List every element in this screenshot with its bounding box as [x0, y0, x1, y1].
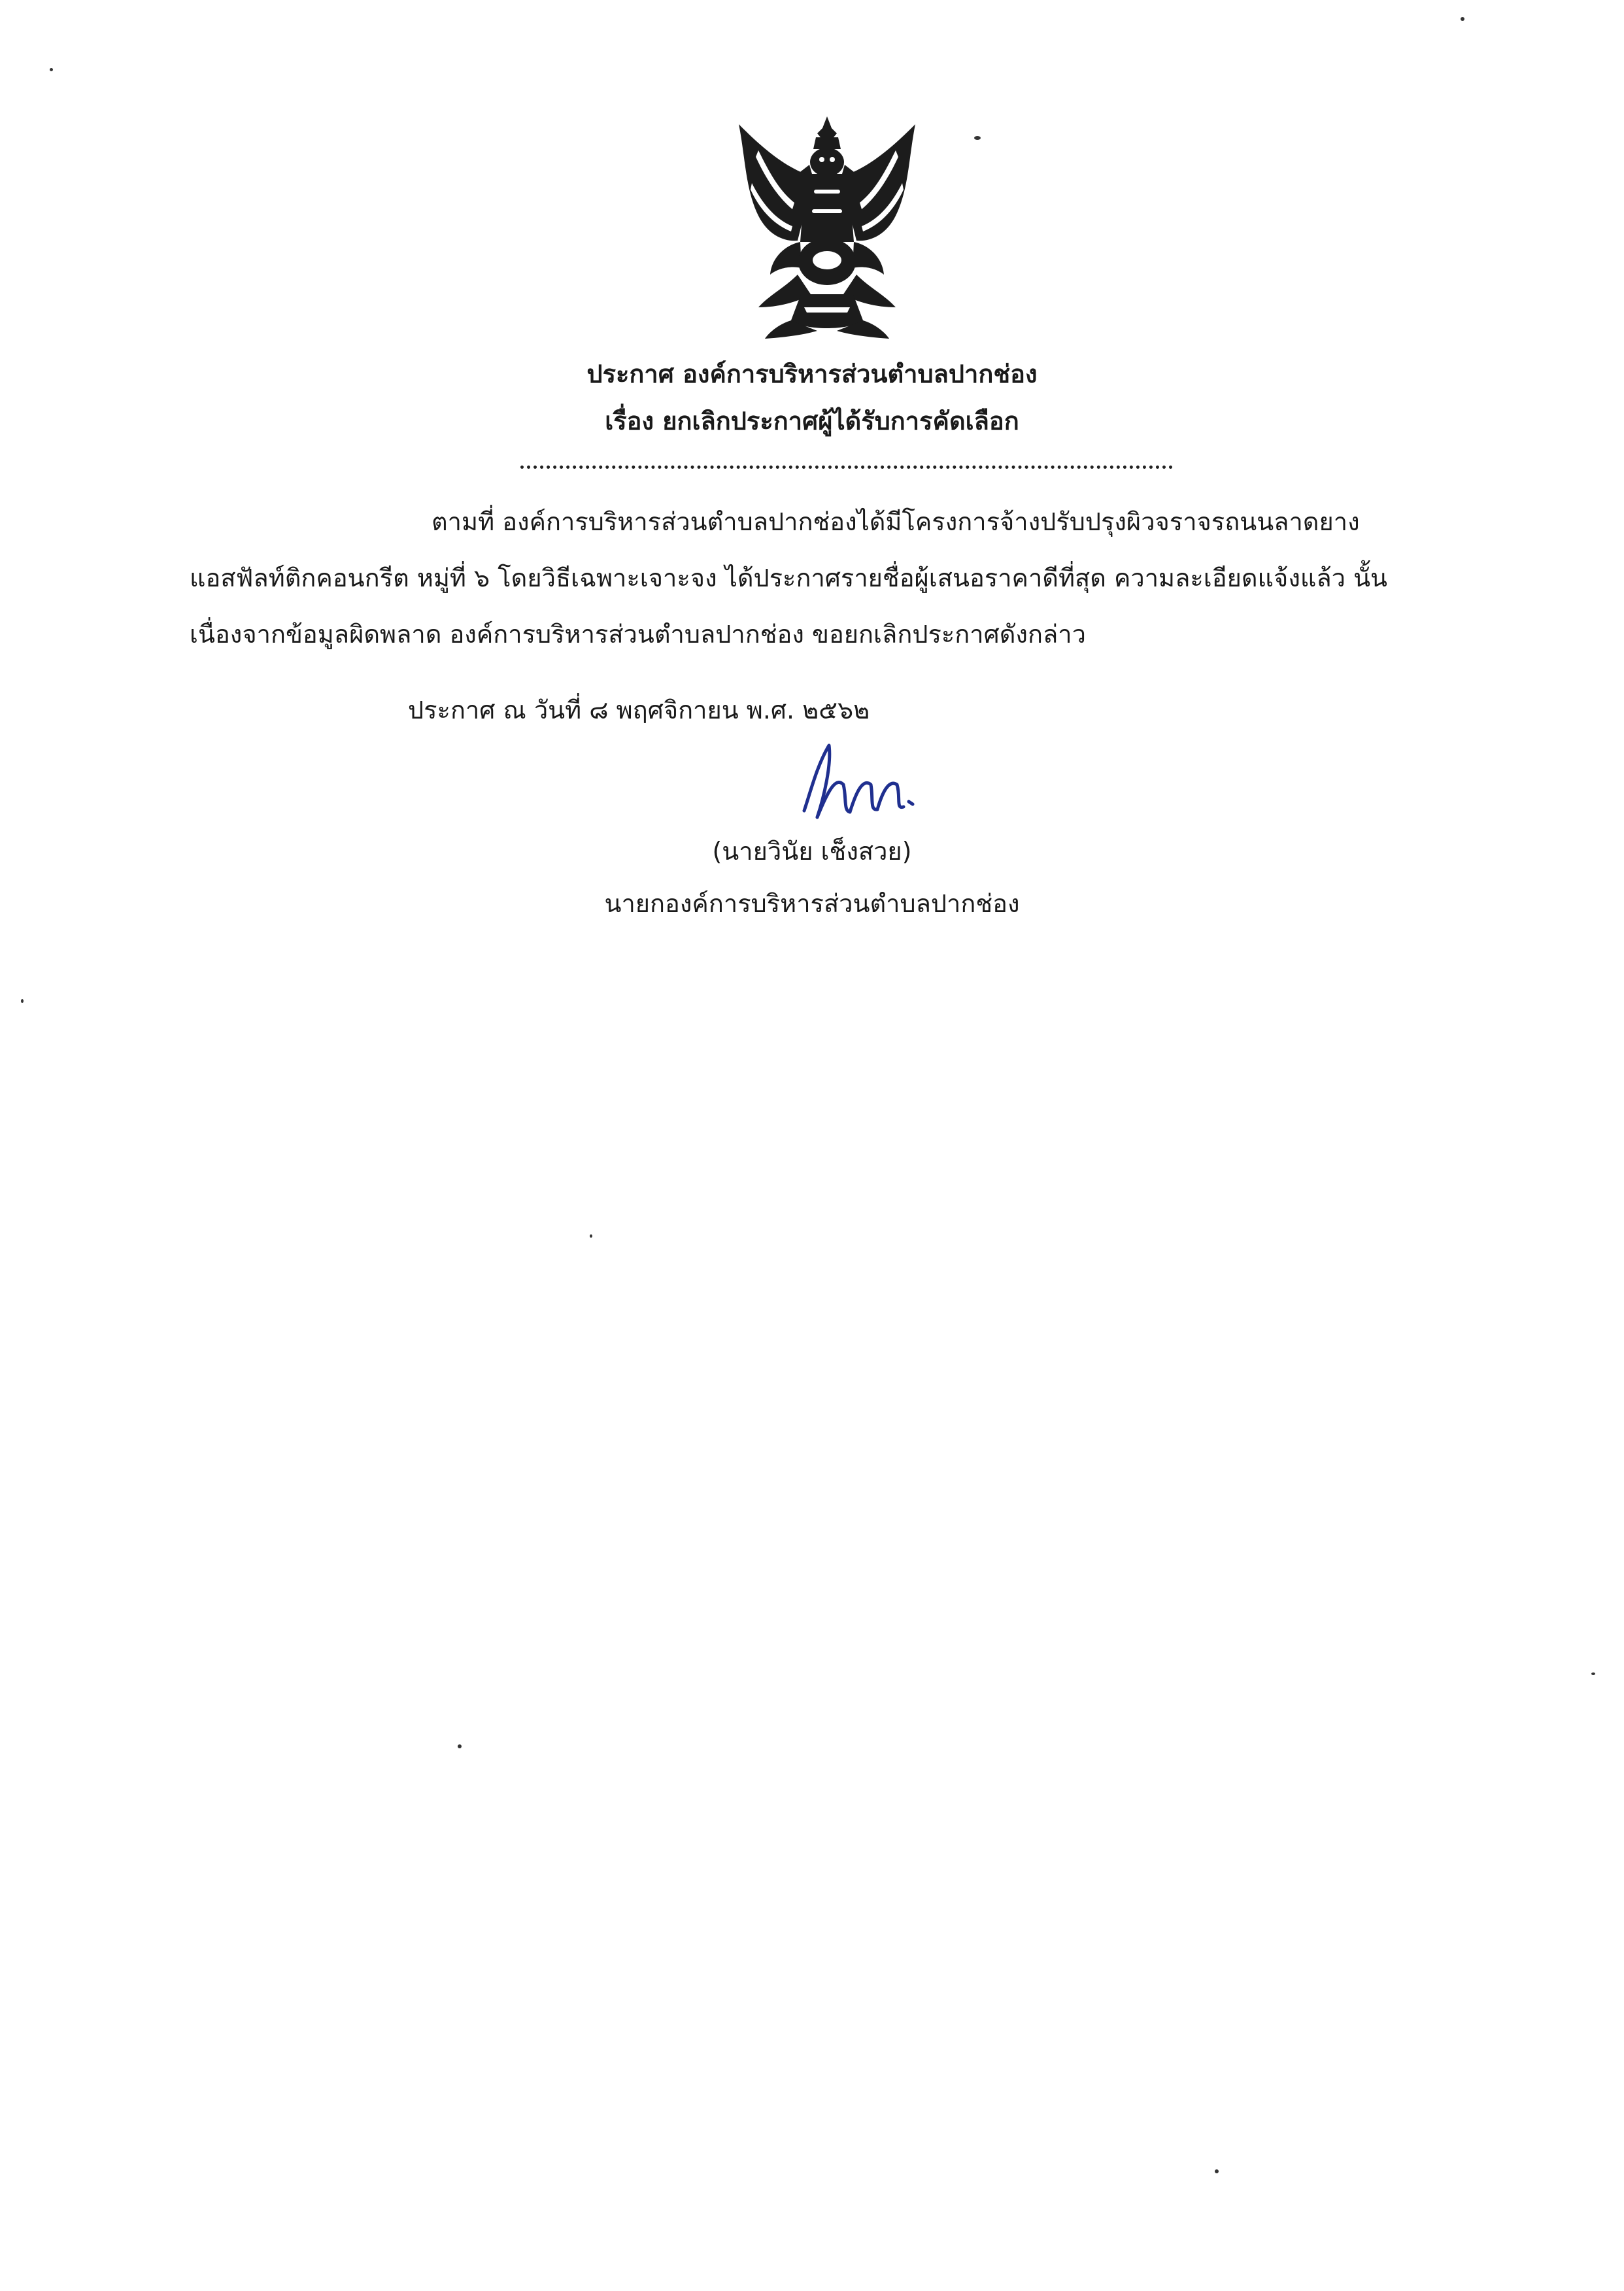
body-paragraph-line-3: เนื่องจากข้อมูลผิดพลาด องค์การบริหารส่วนตำบลปากช่อง ขอยกเลิกประกาศดังกล่าว: [190, 620, 1086, 649]
dotted-divider: [520, 466, 1173, 469]
scan-speck: [1215, 2169, 1219, 2173]
signer-title: นายกองค์การบริหารส่วนตำบลปากช่อง: [604, 889, 1020, 918]
body-paragraph-line-1: ตามที่ องค์การบริหารส่วนตำบลปากช่องได้มีโครงการจ้างปรับปรุงผิวจราจรถนนลาดยาง: [431, 507, 1360, 536]
scan-speck: [458, 1744, 462, 1748]
handwritten-signature-icon: [791, 739, 948, 830]
scan-speck: [50, 68, 53, 71]
scan-speck: [1461, 17, 1464, 21]
scan-speck: [590, 1234, 592, 1238]
garuda-emblem-icon: [732, 111, 922, 340]
scan-speck: [1591, 1672, 1595, 1675]
subject-line: เรื่อง ยกเลิกประกาศผู้ได้รับการคัดเลือก: [605, 407, 1019, 435]
page-title: ประกาศ องค์การบริหารส่วนตำบลปากช่อง: [586, 360, 1038, 388]
body-paragraph-line-2: แอสฟัลท์ติกคอนกรีต หมู่ที่ ๖ โดยวิธีเฉพาะเจาะจง ได้ประกาศรายชื่อผู้เสนอราคาดีที่สุด ความละเอียดแจ้งแล้ว นั้น: [190, 564, 1388, 592]
scan-speck: [974, 136, 981, 140]
signer-name: (นายวินัย เช็งสวย): [712, 837, 912, 866]
announcement-date: ประกาศ ณ วันที่ ๘ พฤศจิกายน พ.ศ. ๒๕๖๒: [408, 696, 870, 724]
scan-speck: [21, 999, 24, 1003]
